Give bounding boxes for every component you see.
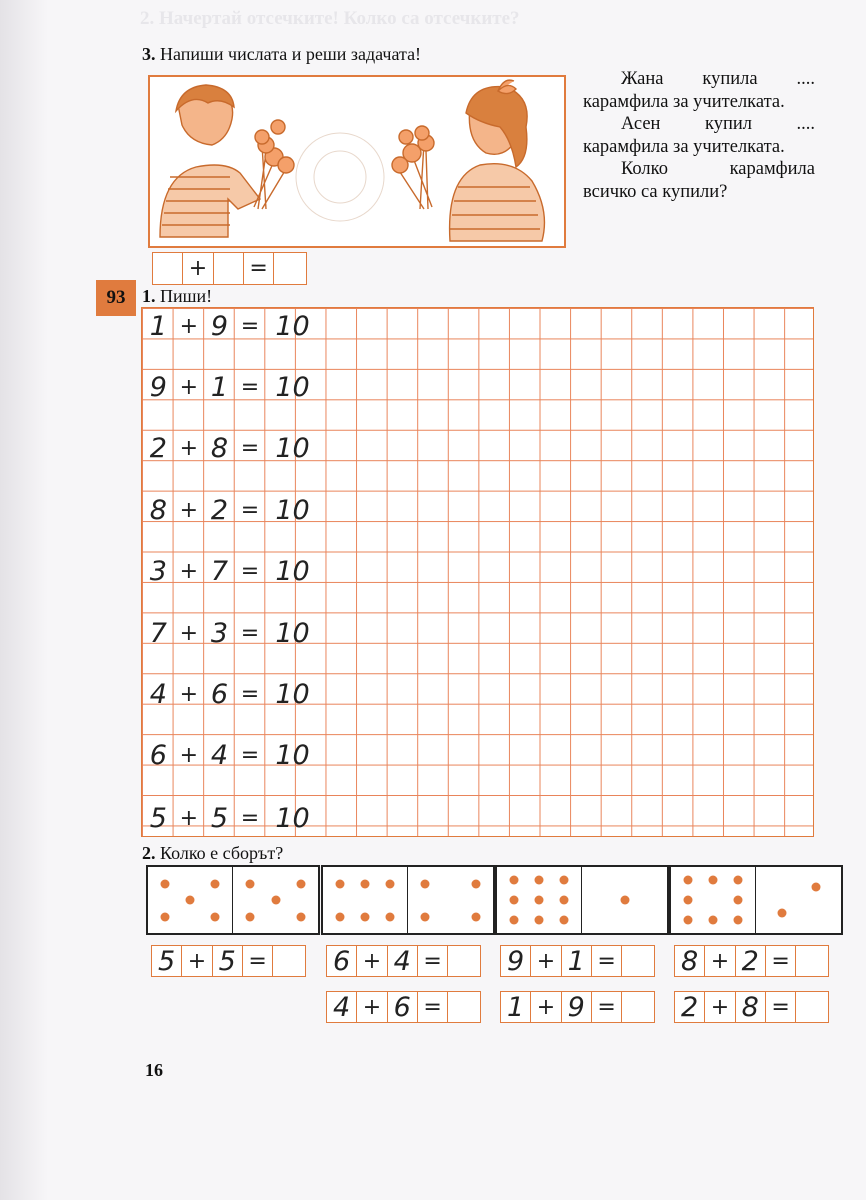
domino-dot <box>734 915 743 924</box>
equation-row <box>143 741 310 771</box>
plus-sign: + <box>179 375 199 400</box>
domino-left-half <box>671 867 756 933</box>
plus-sign: + <box>705 992 735 1022</box>
exercise-1-heading <box>142 286 212 307</box>
domino-right-half <box>582 867 667 933</box>
domino-dot <box>335 912 344 921</box>
digit: 2 <box>210 495 229 526</box>
equals-sign: = <box>766 946 796 976</box>
plus-sign: + <box>179 314 199 339</box>
result-number: 10 <box>275 372 310 403</box>
domino-right-half <box>756 867 841 933</box>
digit: 8 <box>210 433 229 464</box>
equals-sign: = <box>592 992 622 1022</box>
answer-box[interactable] <box>622 992 652 1022</box>
result-number: 10 <box>275 618 310 649</box>
equals-sign: = <box>240 375 260 400</box>
equals-sign: = <box>240 314 260 339</box>
digit: 7 <box>149 618 167 649</box>
result-number: 10 <box>275 495 310 526</box>
domino-card <box>146 865 320 935</box>
domino-left-half <box>148 867 233 933</box>
domino-card <box>321 865 495 935</box>
equals-sign: = <box>766 992 796 1022</box>
domino-right-half <box>233 867 318 933</box>
equals-sign: = <box>240 498 260 523</box>
plus-sign: + <box>179 498 199 523</box>
exercise-2-heading <box>142 843 283 864</box>
domino-dot <box>297 879 306 888</box>
answer-box[interactable] <box>273 946 303 976</box>
domino-dot <box>560 896 569 905</box>
domino-dot <box>246 912 255 921</box>
equals-sign: = <box>240 743 260 768</box>
equals-sign: = <box>592 946 622 976</box>
domino-dot <box>535 915 544 924</box>
story-line-2: Асен купил .... карамфила за учителката. <box>583 114 815 157</box>
domino-dot <box>386 912 395 921</box>
domino-dot <box>361 879 370 888</box>
domino-dot <box>535 896 544 905</box>
answer-box[interactable] <box>274 253 304 284</box>
plus-sign: + <box>179 621 199 646</box>
plus-sign: + <box>179 682 199 707</box>
domino-dot <box>683 876 692 885</box>
domino-dot <box>709 876 718 885</box>
sum-equation-boxes[interactable] <box>151 945 306 977</box>
equation-row <box>143 434 310 464</box>
domino-dot <box>211 912 220 921</box>
equation-row <box>143 373 310 403</box>
equals-sign: = <box>240 436 260 461</box>
result-number: 10 <box>275 433 310 464</box>
digit: 8 <box>675 946 705 976</box>
digit: 4 <box>388 946 418 976</box>
domino-dot <box>271 896 280 905</box>
domino-dot <box>335 879 344 888</box>
digit: 6 <box>327 946 357 976</box>
digit: 8 <box>149 495 167 526</box>
domino-dot <box>186 896 195 905</box>
plus-sign: + <box>182 946 212 976</box>
digit: 7 <box>210 556 229 587</box>
answer-box[interactable] <box>622 946 652 976</box>
digit: 2 <box>149 433 167 464</box>
exercise-3-title: Напиши числата и реши задачата! <box>160 44 422 64</box>
domino-dot <box>386 879 395 888</box>
digit: 1 <box>501 992 531 1022</box>
domino-right-half <box>408 867 493 933</box>
domino-left-half <box>497 867 582 933</box>
exercise-3-answer-boxes[interactable] <box>152 252 307 285</box>
result-number: 10 <box>275 556 310 587</box>
word-problem-text <box>583 68 815 204</box>
domino-dot <box>709 915 718 924</box>
equals-sign: = <box>418 946 448 976</box>
digit: 6 <box>149 740 167 771</box>
plus-sign: + <box>705 946 735 976</box>
digit: 9 <box>501 946 531 976</box>
digit: 1 <box>149 311 167 342</box>
equation-row <box>143 496 310 526</box>
result-number: 10 <box>275 803 310 834</box>
digit: 9 <box>149 372 167 403</box>
sum-equation-boxes[interactable] <box>674 945 829 977</box>
domino-dot <box>683 915 692 924</box>
equals-sign: = <box>244 253 274 284</box>
sum-equation-boxes[interactable] <box>674 991 829 1023</box>
domino-dot <box>620 896 629 905</box>
sum-equation-boxes[interactable] <box>326 945 481 977</box>
lesson-number-badge: 93 <box>96 280 136 316</box>
equation-row <box>143 680 310 710</box>
children-with-carnations-picture <box>150 77 564 246</box>
exercise-2-number: 2. <box>142 843 156 863</box>
plus-sign: + <box>183 253 213 284</box>
equation-row <box>143 804 310 834</box>
answer-box[interactable] <box>153 253 183 284</box>
answer-box[interactable] <box>796 992 826 1022</box>
equation-row <box>143 312 310 342</box>
digit: 6 <box>210 679 229 710</box>
domino-left-half <box>323 867 408 933</box>
result-number: 10 <box>275 740 310 771</box>
domino-dot <box>734 876 743 885</box>
equation-row <box>143 557 310 587</box>
page-edge-shadow <box>0 0 48 1200</box>
domino-card <box>495 865 669 935</box>
story-line-1: Жана купила .... карамфила за учителката. <box>583 69 815 112</box>
sum-equation-boxes[interactable] <box>326 991 481 1023</box>
result-number: 10 <box>275 679 310 710</box>
plus-sign: + <box>357 946 387 976</box>
digit: 4 <box>210 740 229 771</box>
answer-box[interactable] <box>448 946 478 976</box>
domino-dot <box>421 912 430 921</box>
domino-dot <box>361 912 370 921</box>
result-number: 10 <box>275 311 310 342</box>
domino-card <box>669 865 843 935</box>
plus-sign: + <box>179 559 199 584</box>
domino-dot <box>509 876 518 885</box>
domino-dot <box>734 896 743 905</box>
plus-sign: + <box>357 992 387 1022</box>
digit: 9 <box>562 992 592 1022</box>
domino-dot <box>472 912 481 921</box>
domino-dot <box>472 879 481 888</box>
digit: 1 <box>210 372 229 403</box>
story-line-3: Колко карамфила всичко са купили? <box>583 159 815 202</box>
exercise-2-title: Колко е сборът? <box>160 843 284 863</box>
exercise-3-number: 3. <box>142 44 156 64</box>
domino-dot <box>683 896 692 905</box>
digit: 2 <box>675 992 705 1022</box>
digit: 6 <box>388 992 418 1022</box>
domino-dot <box>160 879 169 888</box>
equals-sign: = <box>418 992 448 1022</box>
domino-dot <box>297 912 306 921</box>
digit: 4 <box>327 992 357 1022</box>
exercise-3-heading <box>142 44 421 65</box>
domino-dot <box>246 879 255 888</box>
digit: 2 <box>736 946 766 976</box>
digit: 8 <box>736 992 766 1022</box>
answer-box[interactable] <box>796 946 826 976</box>
digit: 5 <box>149 803 167 834</box>
plus-sign: + <box>531 992 561 1022</box>
digit: 9 <box>210 311 229 342</box>
equals-sign: = <box>240 559 260 584</box>
answer-box[interactable] <box>448 992 478 1022</box>
equals-sign: = <box>243 946 273 976</box>
plus-sign: + <box>531 946 561 976</box>
domino-dot <box>811 882 820 891</box>
sum-equation-boxes[interactable] <box>500 991 655 1023</box>
domino-dot <box>777 909 786 918</box>
plus-sign: + <box>179 743 199 768</box>
domino-dot <box>211 879 220 888</box>
domino-dot <box>509 915 518 924</box>
domino-dot <box>560 915 569 924</box>
digit: 3 <box>210 618 229 649</box>
sum-equation-boxes[interactable] <box>500 945 655 977</box>
equals-sign: = <box>240 806 260 831</box>
page-number: 16 <box>145 1060 163 1080</box>
digit: 5 <box>152 946 182 976</box>
domino-dot <box>509 896 518 905</box>
domino-dot <box>160 912 169 921</box>
answer-box[interactable] <box>214 253 244 284</box>
digit: 4 <box>149 679 167 710</box>
show-through-text: 2. Начертай отсечките! Колко са отсечките? <box>140 8 520 29</box>
equals-sign: = <box>240 682 260 707</box>
digit: 5 <box>210 803 229 834</box>
domino-dot <box>421 879 430 888</box>
domino-dot <box>535 876 544 885</box>
domino-dot <box>560 876 569 885</box>
digit: 3 <box>149 556 167 587</box>
plus-sign: + <box>179 436 199 461</box>
equation-row <box>143 619 310 649</box>
plus-sign: + <box>179 806 199 831</box>
exercise-1-title: Пиши! <box>160 286 213 306</box>
equals-sign: = <box>240 621 260 646</box>
digit: 5 <box>213 946 243 976</box>
exercise-1-number: 1. <box>142 286 156 306</box>
flowers-illustration <box>148 75 566 248</box>
digit: 1 <box>562 946 592 976</box>
